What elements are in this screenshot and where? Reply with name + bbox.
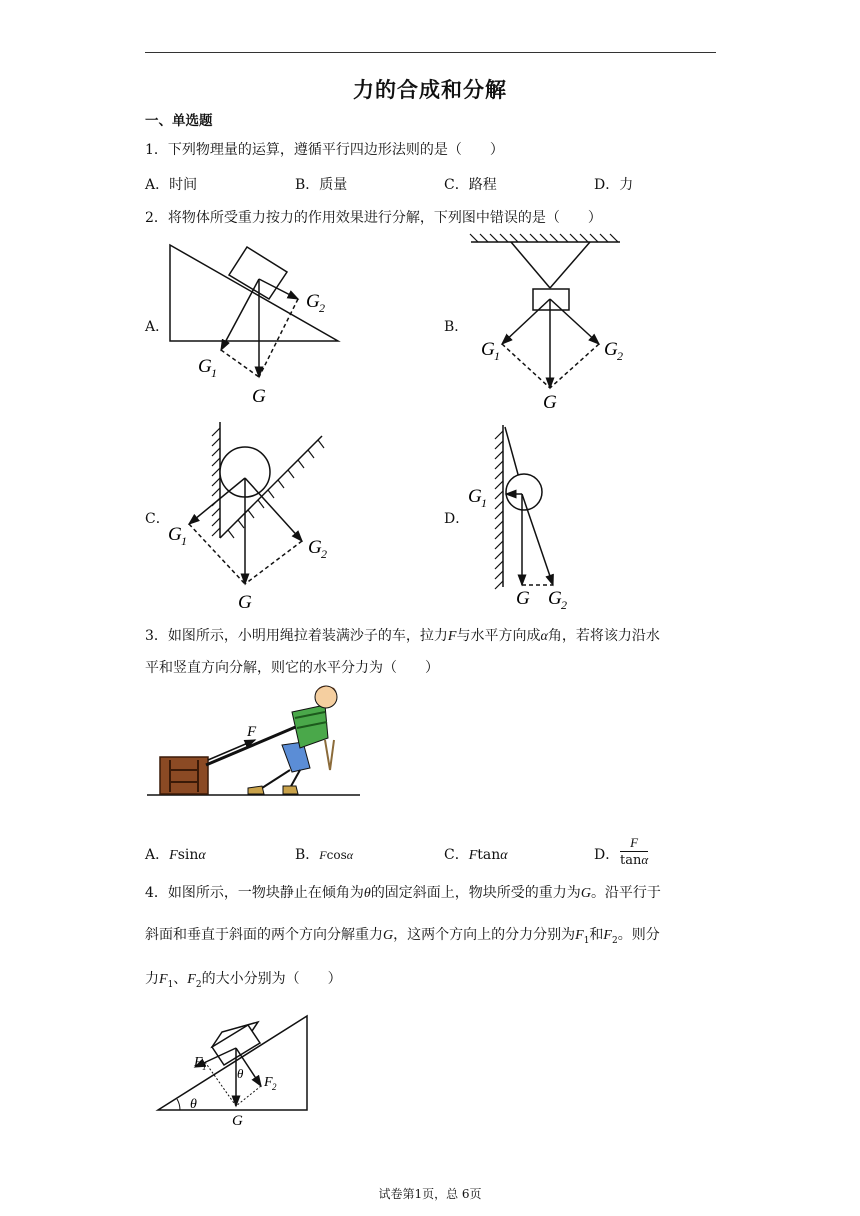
q2a-g2-sub: 2: [319, 301, 325, 315]
q2d-g2-label: G: [548, 588, 562, 609]
q3-option-a: A．Fsinα: [145, 847, 206, 863]
q2d-g1-label: G: [468, 486, 482, 507]
q1-option-a: A．时间: [145, 177, 198, 193]
q4-stem-line2: 斜面和垂直于斜面的两个方向分解重力G，这两个方向上的分力分别为$F_1$和$F_2$。则分: [145, 927, 660, 946]
q3-option-c: C．Ftanα: [444, 847, 508, 863]
q2a-g-label: G: [252, 386, 266, 407]
q4-fig-f1-label: F: [194, 1055, 203, 1070]
q2b-g2-label: G: [604, 339, 618, 360]
page-footer: 试卷第1页，总 6页: [378, 1187, 482, 1201]
q3-option-b: B．Fcosα: [295, 847, 354, 863]
q3-option-d-fraction: [620, 835, 648, 869]
q2-figure-d: [495, 425, 553, 589]
q2b-g2-sub: 2: [617, 349, 623, 363]
q1-option-c: C．路程: [444, 177, 497, 193]
q2c-g1-sub: 1: [181, 534, 187, 548]
q3-figure-f-label: F: [247, 724, 257, 740]
q2b-g-label: G: [543, 392, 557, 413]
section-heading: 一、单选题: [145, 113, 213, 129]
q4-fig-f1-sub: 1: [202, 1062, 207, 1072]
q4-fig-g-label: G: [232, 1113, 243, 1129]
q2-figure-c: [189, 422, 324, 584]
q2b-g1-label: G: [481, 339, 495, 360]
q2c-g1-label: G: [168, 524, 182, 545]
q4-fig-f2-sub: 2: [272, 1082, 277, 1092]
q4-figure: [158, 1016, 307, 1110]
q2a-g1-label: G: [198, 356, 212, 377]
q3-stem-line1: 3．如图所示，小明用绳拉着装满沙子的车，拉力F与水平方向成α角，若将该力沿水: [145, 628, 660, 644]
q3-stem-line2: 平和竖直方向分解，则它的水平分力为（ ）: [145, 660, 439, 676]
q4-fig-f2-label: F: [264, 1075, 273, 1090]
q3-figure: [147, 686, 360, 795]
q4-stem-line3: 力$F_1$、$F_2$的大小分别为（ ）: [145, 971, 342, 990]
q2-label-c: C．: [145, 511, 170, 527]
q4-fig-theta-base: θ: [190, 1097, 197, 1112]
q2c-g-label: G: [238, 592, 252, 613]
q1-option-d: D．力: [594, 177, 634, 193]
q2d-g-label: G: [516, 588, 530, 609]
q2d-g1-sub: 1: [481, 496, 487, 510]
q2c-g2-sub: 2: [321, 547, 327, 561]
q2-label-d: D．: [444, 511, 470, 527]
q2-stem: 2．将物体所受重力按力的作用效果进行分解，下列图中错误的是（ ）: [145, 210, 602, 226]
q2-figure-b: [470, 234, 620, 388]
q2a-g2-label: G: [306, 291, 320, 312]
q2b-g1-sub: 1: [494, 349, 500, 363]
q2c-g2-label: G: [308, 537, 322, 558]
q2-label-a: A．: [145, 319, 170, 335]
q3-option-d-numerator: F: [620, 835, 648, 852]
q2a-g1-sub: 1: [211, 366, 217, 380]
q1-option-b: B．质量: [295, 177, 348, 193]
q2d-g2-sub: 2: [561, 598, 567, 612]
q4-stem-line1: 4．如图所示，一物块静止在倾角为θ的固定斜面上，物块所受的重力为G。沿平行于: [145, 885, 661, 901]
q3-option-d-denominator: tanα: [620, 852, 649, 868]
q2-label-b: B．: [444, 319, 469, 335]
q1-stem: 1．下列物理量的运算，遵循平行四边形法则的是（ ）: [145, 142, 504, 158]
q3-option-d-label: D．: [594, 847, 620, 863]
q4-fig-theta-top: θ: [237, 1066, 244, 1081]
page-title: 力的合成和分解: [353, 78, 507, 102]
